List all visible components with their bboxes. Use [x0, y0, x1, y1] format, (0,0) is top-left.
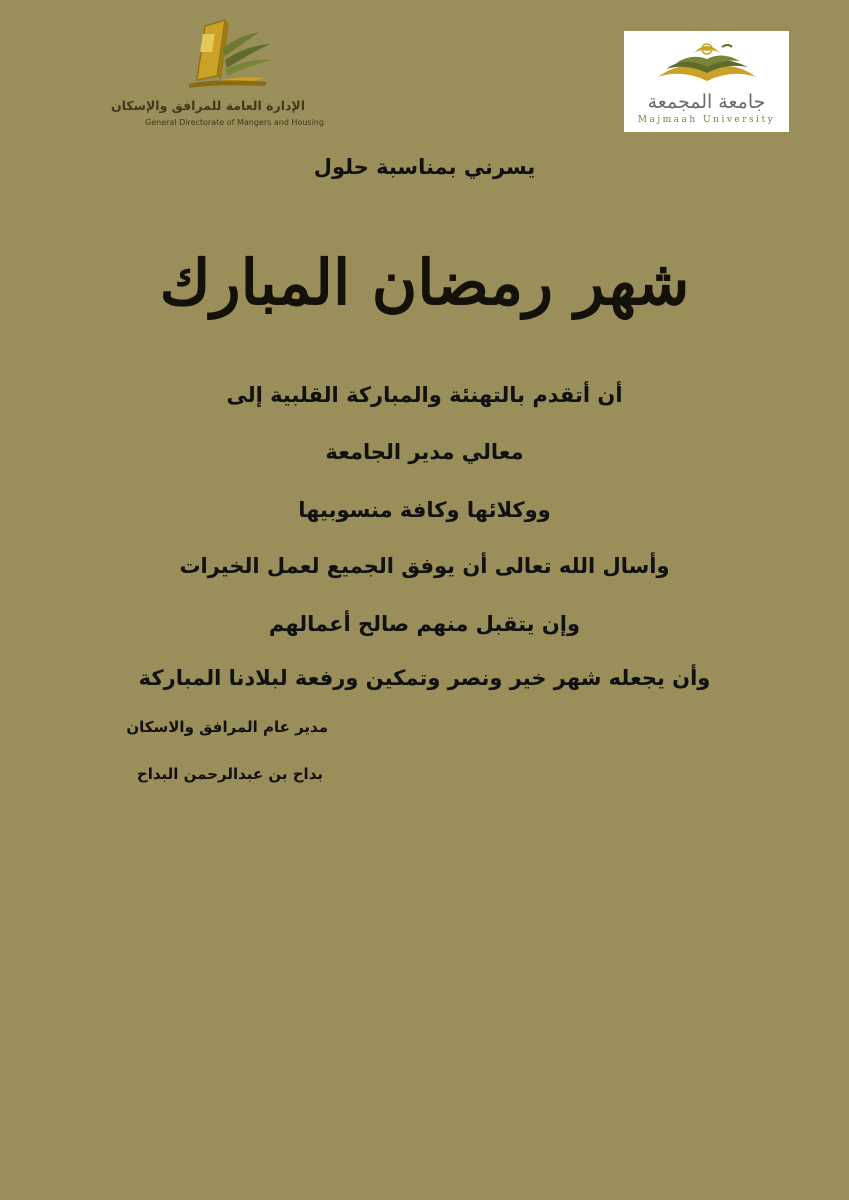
open-book-emblem-icon — [652, 37, 762, 89]
signature-name: بداح بن عبدالرحمن البداح — [136, 765, 323, 783]
greeting-line-3: ووكلائها وكافة منسوبيها — [298, 498, 551, 522]
ramadan-calligraphy: شهر رمضان المبارك — [159, 246, 690, 319]
university-name-arabic: جامعة المجمعة — [647, 91, 766, 113]
book-emblem-icon — [175, 18, 275, 98]
greeting-line-6: وأن يجعله شهر خير ونصر وتمكين ورفعة لبلادنا المباركة — [138, 666, 711, 690]
directorate-name-arabic: الإدارة العامة للمرافق والإسكان — [111, 98, 305, 113]
directorate-logo — [111, 18, 324, 136]
greeting-line-5: وإن يتقبل منهم صالح أعمالهم — [268, 612, 581, 636]
greeting-line-4: وأسال الله تعالى أن يوفق الجميع لعمل الخيرات — [179, 554, 670, 578]
greeting-line-1: أن أتقدم بالتهنئة والمباركة القلبية إلى — [226, 383, 623, 407]
greeting-line-2: معالي مدير الجامعة — [325, 440, 524, 464]
university-logo — [624, 31, 789, 132]
directorate-name-english: General Directorate of Mangers and Housing — [145, 118, 324, 127]
signature-title: مدير عام المرافق والاسكان — [126, 718, 328, 736]
university-name-english: Majmaah University — [637, 115, 776, 125]
intro-line: يسرني بمناسبة حلول — [313, 155, 536, 179]
